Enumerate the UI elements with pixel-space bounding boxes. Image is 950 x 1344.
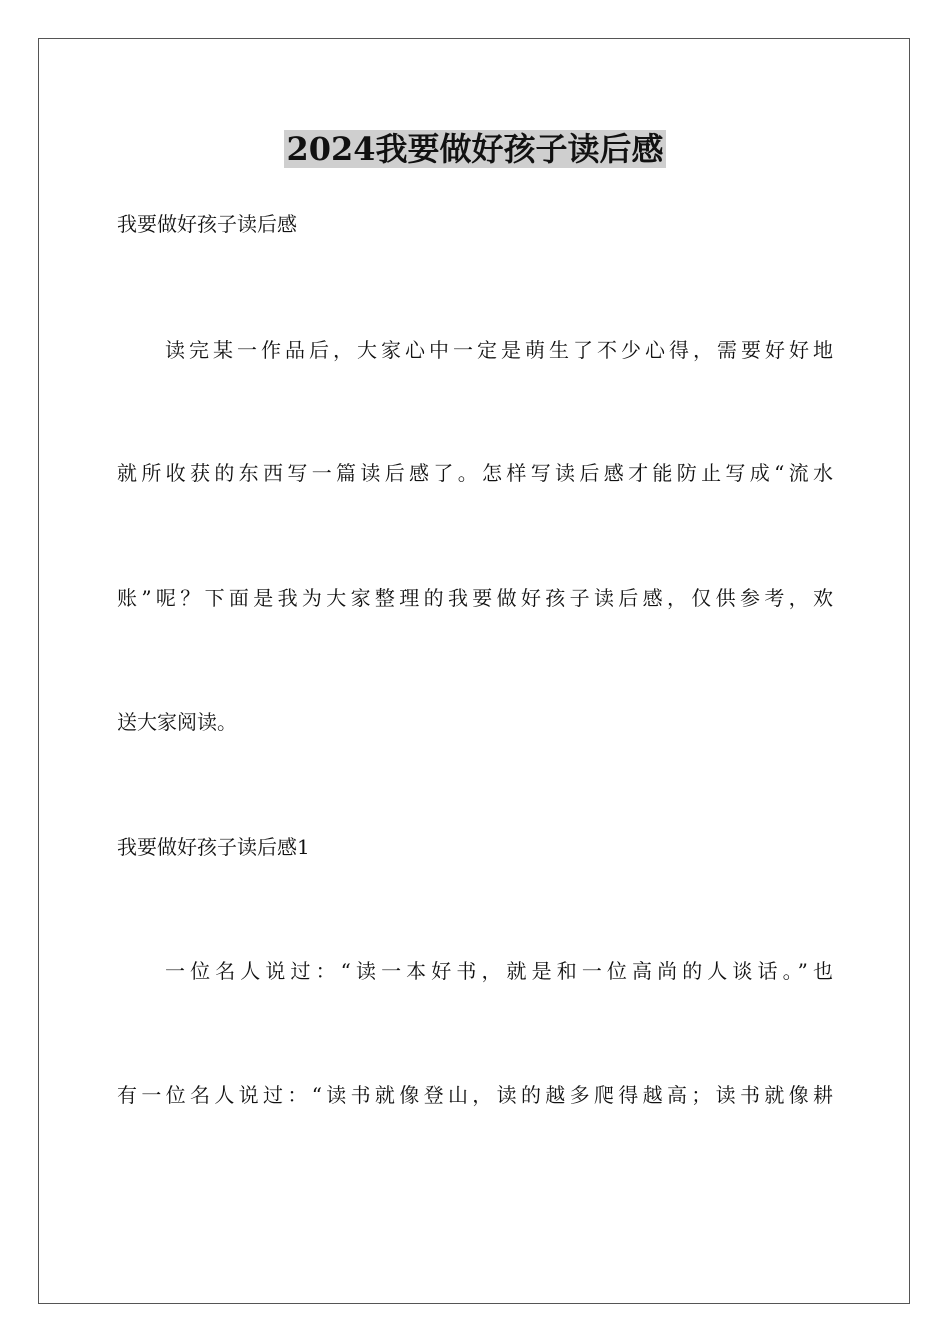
paragraph-line: 一位名人说过：“读一本好书，就是和一位高尚的人谈话。”也 (165, 959, 833, 983)
paragraph-line: 送大家阅读。 (117, 710, 237, 734)
paragraph-line: 就所收获的东西写一篇读后感了。怎样写读后感才能防止写成“流水 (117, 461, 833, 485)
document-title (0, 126, 950, 172)
paragraph-line: 有一位名人说过：“读书就像登山，读的越多爬得越高；读书就像耕 (117, 1083, 833, 1107)
section-heading: 我要做好孩子读后感1 (117, 835, 310, 859)
document-subtitle: 我要做好孩子读后感 (117, 212, 297, 236)
document-title-text: 2024我要做好孩子读后感 (286, 130, 664, 168)
paragraph-line: 读完某一作品后，大家心中一定是萌生了不少心得，需要好好地 (165, 338, 833, 362)
paragraph-line: 账”呢？下面是我为大家整理的我要做好孩子读后感，仅供参考，欢 (117, 586, 833, 610)
